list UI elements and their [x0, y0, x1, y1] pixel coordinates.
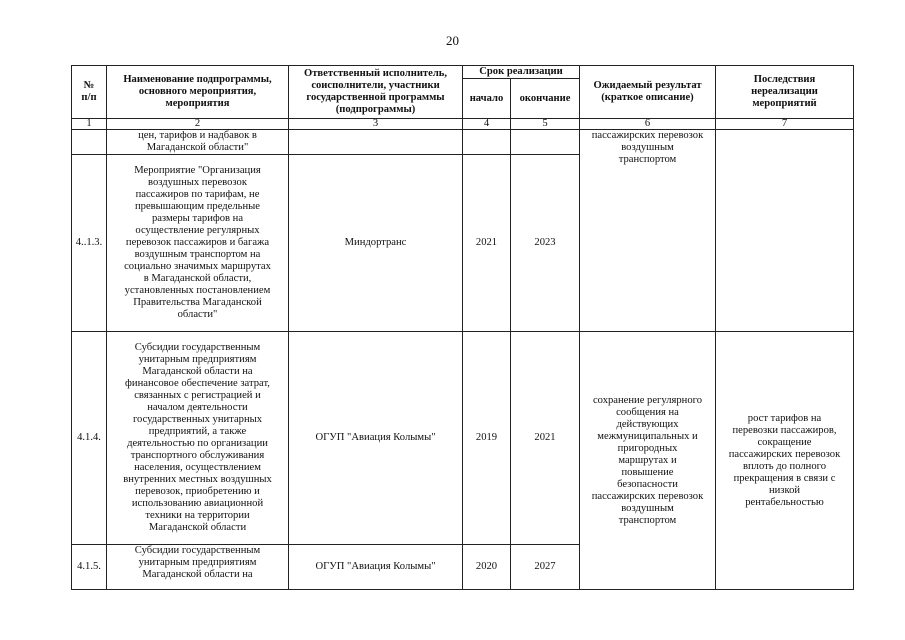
row-start: 2021 — [463, 155, 511, 332]
row-result: сохранение регулярного сообщения на действующих межмуниципальных и пригородных маршрутах и повышение безопасности пассажирских перевозок воздушным транспортом — [580, 332, 716, 590]
header-start: начало — [463, 79, 511, 119]
header-name: Наименование подпрограммы, основного мероприятия, мероприятия — [107, 66, 289, 119]
column-number: 6 — [580, 119, 716, 130]
row-executor — [289, 130, 463, 155]
row-name: Субсидии государственным унитарным предприятиям Магаданской области на финансовое обеспечение затрат, связанных с регистрацией и началом деятельности государственных унитарных предприятий, а также деятельностью по организации транспортного обслуживания населения, осуществлением внутренних местных воздушных перевозок, приобретению и использованию авиационной техники на территории Магаданской области — [107, 332, 289, 545]
header-consequences: Последствия нереализации мероприятий — [716, 66, 854, 119]
row-executor: ОГУП "Авиация Колымы" — [289, 332, 463, 545]
row-executor: ОГУП "Авиация Колымы" — [289, 545, 463, 590]
column-number: 7 — [716, 119, 854, 130]
row-end: 2027 — [511, 545, 580, 590]
row-consequences — [716, 130, 854, 332]
row-end: 2021 — [511, 332, 580, 545]
table-row — [72, 130, 854, 155]
row-name: Субсидии государственным унитарным предприятиям Магаданской области на — [107, 545, 289, 590]
row-start: 2019 — [463, 332, 511, 545]
column-number: 2 — [107, 119, 289, 130]
header-executor: Ответственный исполнитель, соисполнители, участники государственной программы (подпрограммы) — [289, 66, 463, 119]
row-number: 4..1.3. — [72, 155, 107, 332]
header-term: Срок реализации — [463, 66, 580, 79]
row-name: цен, тарифов и надбавок в Магаданской области" — [107, 130, 289, 155]
row-executor: Миндортранс — [289, 155, 463, 332]
column-number: 3 — [289, 119, 463, 130]
row-number: 4.1.5. — [72, 545, 107, 590]
row-start — [463, 130, 511, 155]
header-number: № п/п — [72, 66, 107, 119]
column-number: 1 — [72, 119, 107, 130]
row-start: 2020 — [463, 545, 511, 590]
column-number: 5 — [511, 119, 580, 130]
header-result: Ожидаемый результат (краткое описание) — [580, 66, 716, 119]
row-number: 4.1.4. — [72, 332, 107, 545]
page-number: 20 — [446, 33, 459, 48]
row-end: 2023 — [511, 155, 580, 332]
table-row — [72, 332, 854, 545]
row-number — [72, 130, 107, 155]
row-result: пассажирских перевозок воздушным транспортом — [580, 130, 716, 332]
program-table — [71, 65, 854, 590]
row-name: Мероприятие "Организация воздушных перевозок пассажиров по тарифам, не превышающим предельные размеры тарифов на осуществление регулярных перевозок пассажиров и багажа воздушным транспортом на социально значимых маршрутах в Магаданской области, установленных постановлением Правительства Магаданской области" — [107, 155, 289, 332]
column-number: 4 — [463, 119, 511, 130]
row-end — [511, 130, 580, 155]
header-end: окончание — [511, 79, 580, 119]
row-consequences: рост тарифов на перевозки пассажиров, сокращение пассажирских перевозок вплоть до полного прекращения в связи с низкой рентабельностью — [716, 332, 854, 590]
